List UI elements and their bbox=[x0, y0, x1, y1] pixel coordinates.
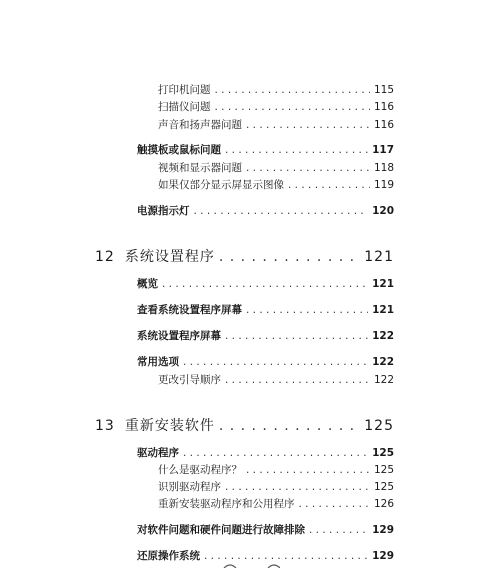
toc-entry-page: 119 bbox=[373, 179, 394, 191]
dot-leader bbox=[215, 101, 370, 113]
toc-entry-page: 117 bbox=[372, 144, 394, 156]
toc-entry-page: 122 bbox=[372, 356, 394, 368]
toc-entry-title: 什么是驱动程序？ bbox=[158, 464, 242, 476]
toc-entry-page: 116 bbox=[373, 101, 394, 113]
toc-entry[interactable] bbox=[158, 82, 394, 97]
toc-entry-page: 122 bbox=[372, 330, 394, 342]
toc-entry-title: 识别驱动程序 bbox=[158, 481, 221, 493]
toc-section-entry[interactable] bbox=[137, 445, 394, 460]
chapter-title: 重新安装软件 bbox=[124, 418, 215, 434]
toc-section-entry[interactable] bbox=[137, 276, 394, 291]
dot-leader bbox=[219, 249, 360, 265]
chapter-page: 121 bbox=[364, 249, 394, 265]
toc-entry[interactable] bbox=[158, 372, 394, 387]
dot-leader bbox=[194, 205, 369, 217]
dot-leader bbox=[225, 481, 370, 493]
chapter-page: 125 bbox=[364, 418, 394, 434]
toc-entry-title: 电源指示灯 bbox=[137, 205, 190, 217]
dot-leader bbox=[219, 418, 360, 434]
dot-leader bbox=[299, 498, 370, 510]
toc-section-entry[interactable] bbox=[137, 522, 394, 537]
toc-entry-page: 118 bbox=[373, 162, 394, 174]
dot-leader bbox=[309, 524, 368, 536]
toc-chapter-entry[interactable] bbox=[95, 246, 394, 266]
toc-entry-title: 扫描仪问题 bbox=[158, 101, 211, 113]
dot-leader bbox=[246, 464, 370, 476]
toc-entry-title: 常用选项 bbox=[137, 356, 179, 368]
toc-entry-title: 概览 bbox=[137, 278, 158, 290]
toc-entry-page: 129 bbox=[372, 524, 394, 536]
toc-entry[interactable] bbox=[158, 177, 394, 192]
dot-leader bbox=[225, 330, 368, 342]
toc-entry-title: 声音和扬声器问题 bbox=[158, 119, 242, 131]
dot-leader bbox=[288, 179, 370, 191]
dot-leader bbox=[246, 304, 368, 316]
toc-entry-title: 查看系统设置程序屏幕 bbox=[137, 304, 242, 316]
toc-entry-title: 重新安装驱动程序和公用程序 bbox=[158, 498, 295, 510]
toc-entry[interactable] bbox=[158, 117, 394, 132]
toc-entry-title: 视频和显示器问题 bbox=[158, 162, 242, 174]
dot-leader bbox=[215, 84, 370, 96]
chapter-title: 系统设置程序 bbox=[124, 249, 215, 265]
toc-entry-title: 驱动程序 bbox=[137, 447, 179, 459]
toc-entry[interactable] bbox=[158, 99, 394, 114]
dot-leader bbox=[225, 374, 370, 386]
toc-section-entry[interactable] bbox=[137, 142, 394, 157]
chapter-number: 13 bbox=[95, 418, 115, 434]
toc-entry-page: 125 bbox=[373, 481, 394, 493]
toc-section-entry[interactable] bbox=[137, 354, 394, 369]
toc-entry-page: 126 bbox=[373, 498, 394, 510]
toc-chapter-entry[interactable] bbox=[95, 415, 394, 435]
toc-section-entry[interactable] bbox=[137, 328, 394, 343]
dot-leader bbox=[246, 119, 370, 131]
toc-entry[interactable] bbox=[158, 479, 394, 494]
toc-entry-title: 对软件问题和硬件问题进行故障排除 bbox=[137, 524, 305, 536]
toc-entry-title: 如果仅部分显示屏显示图像 bbox=[158, 179, 284, 191]
cutoff-text-fragment bbox=[220, 560, 280, 568]
toc-entry-title: 系统设置程序屏幕 bbox=[137, 330, 221, 342]
dot-leader bbox=[246, 162, 370, 174]
toc-section-entry[interactable] bbox=[137, 302, 394, 317]
toc-entry-page: 120 bbox=[372, 205, 394, 217]
dot-leader bbox=[183, 447, 368, 459]
toc-entry[interactable] bbox=[158, 462, 394, 477]
toc-entry-page: 121 bbox=[372, 278, 394, 290]
toc-entry-page: 125 bbox=[372, 447, 394, 459]
toc-entry-page: 122 bbox=[373, 374, 394, 386]
toc-entry-page: 121 bbox=[372, 304, 394, 316]
toc-entry-page: 129 bbox=[372, 550, 394, 562]
toc-entry[interactable] bbox=[158, 160, 394, 175]
toc-entry-title: 还原操作系统 bbox=[137, 550, 200, 562]
toc-section-entry[interactable] bbox=[137, 203, 394, 218]
dot-leader bbox=[162, 278, 368, 290]
toc-entry-title: 更改引导顺序 bbox=[158, 374, 221, 386]
toc-entry-title: 打印机问题 bbox=[158, 84, 211, 96]
toc-entry-title: 触摸板或鼠标问题 bbox=[137, 144, 221, 156]
dot-leader bbox=[225, 144, 368, 156]
toc-entry-page: 115 bbox=[373, 84, 394, 96]
toc-entry-page: 125 bbox=[373, 464, 394, 476]
chapter-number: 12 bbox=[95, 249, 115, 265]
toc-entry[interactable] bbox=[158, 496, 394, 511]
dot-leader bbox=[183, 356, 368, 368]
toc-entry-page: 116 bbox=[373, 119, 394, 131]
